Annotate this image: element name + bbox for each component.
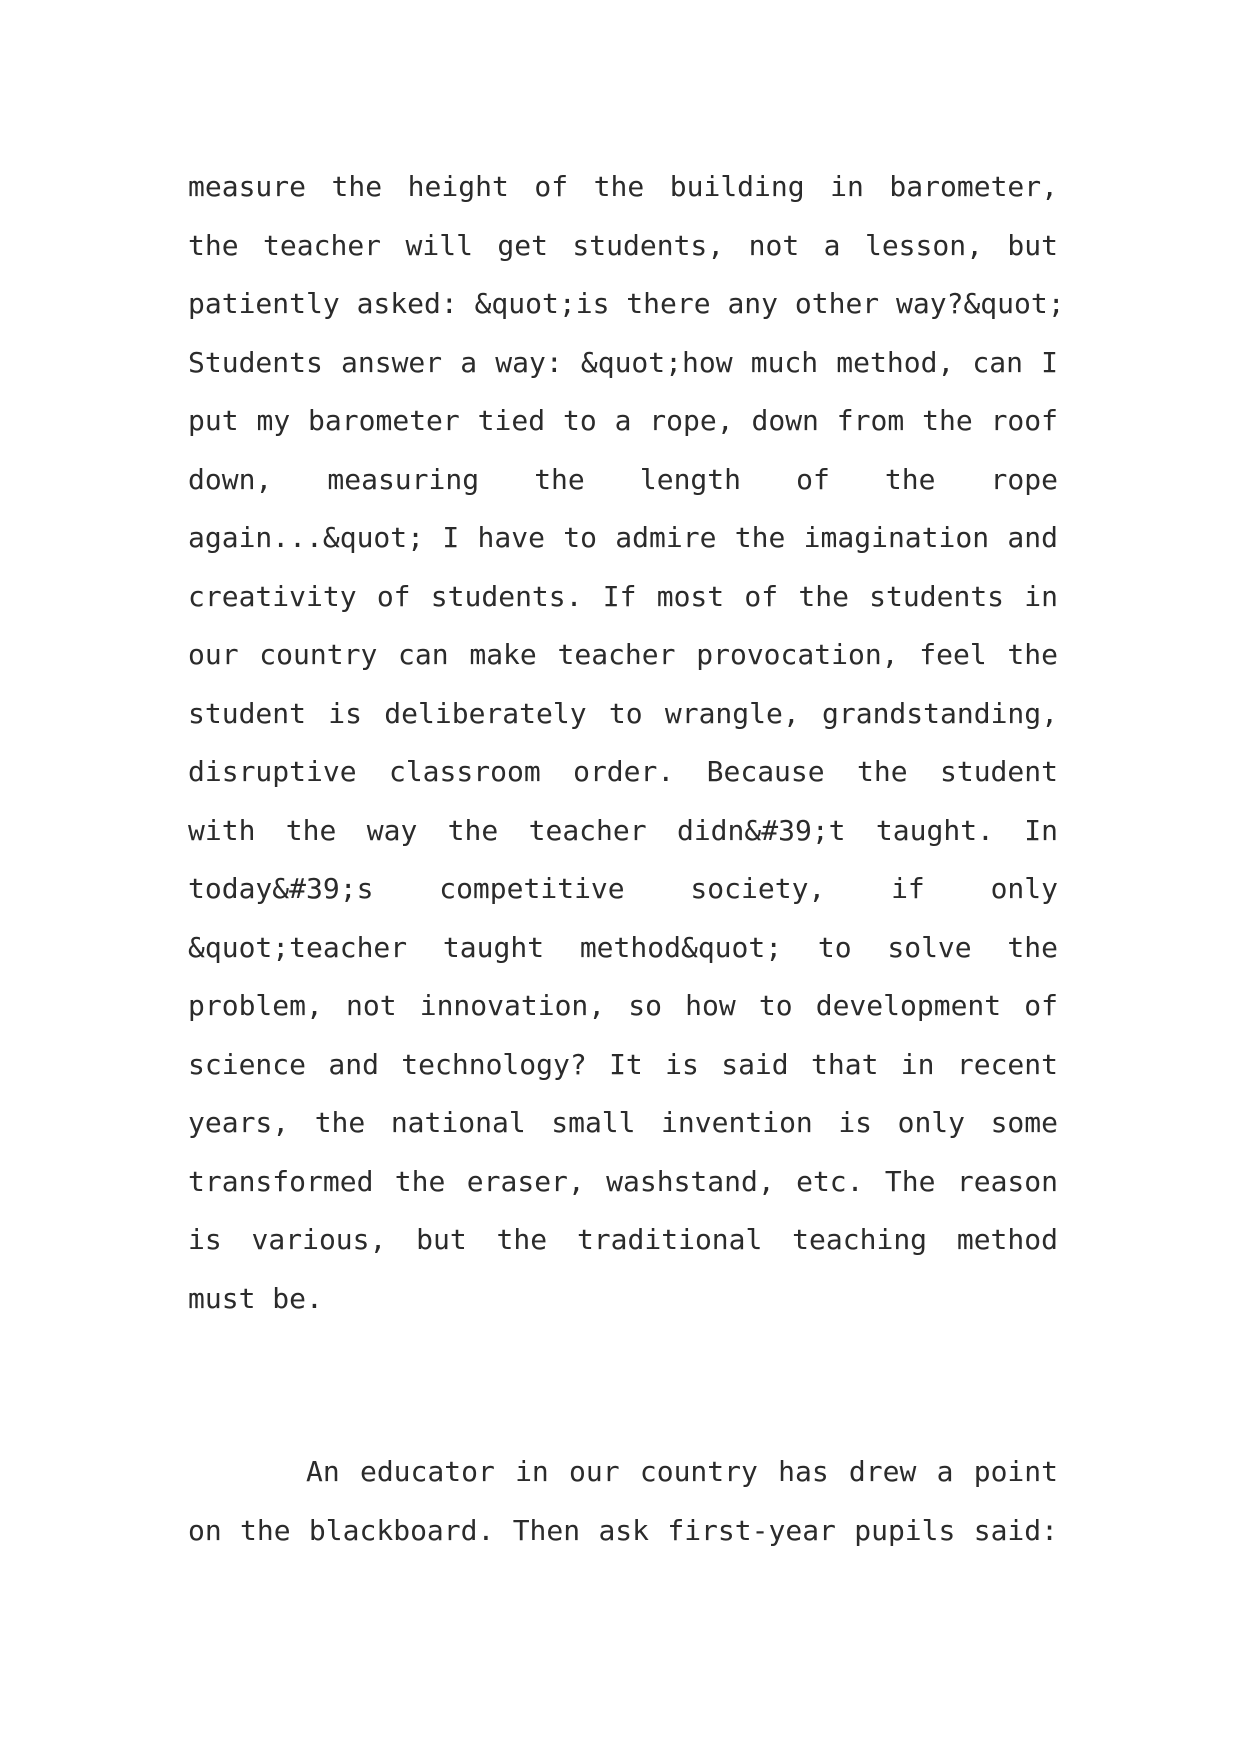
text-line: creativity of students. If most of the students in	[188, 579, 1058, 613]
text-line: disruptive classroom order. Because the student	[188, 755, 1058, 788]
text-line: patiently asked: &quot;is there any other way?&quot;	[188, 287, 1065, 320]
text-line: is various, but the traditional teaching method	[188, 1223, 1058, 1256]
text-line: the teacher will get students, not a lesson, but	[188, 228, 1058, 262]
text-line: science and technology? It is said that in recent	[188, 1047, 1058, 1081]
text-line: put my barometer tied to a rope, down from the roof	[188, 404, 1058, 437]
text-line: today&#39;s competitive society, if only	[188, 872, 1058, 905]
text-line: problem, not innovation, so how to development of	[188, 989, 1058, 1022]
text-line: with the way the teacher didn&#39;t taught. In	[188, 813, 1058, 847]
text-line: Students answer a way: &quot;how much method, can I	[188, 345, 1058, 379]
text-line: years, the national small invention is only some	[188, 1106, 1058, 1139]
text-line: our country can make teacher provocation, feel the	[188, 638, 1058, 671]
text-line: An educator in our country has drew a point	[306, 1455, 1058, 1488]
paragraph-2	[188, 1443, 1058, 1560]
text-line: down, measuring the length of the rope	[188, 462, 1058, 496]
text-line: again...&quot; I have to admire the imagination and	[188, 521, 1058, 554]
text-line: &quot;teacher taught method&quot; to solve the	[188, 930, 1058, 964]
text-line: must be.	[188, 1281, 323, 1315]
text-line: measure the height of the building in barometer,	[188, 170, 1058, 203]
text-line: transformed the eraser, washstand, etc. The reason	[188, 1164, 1058, 1198]
paragraph-1	[188, 158, 1065, 1328]
text-line: on the blackboard. Then ask first-year pupils said:	[188, 1513, 1058, 1547]
text-line: student is deliberately to wrangle, grandstanding,	[188, 696, 1058, 730]
